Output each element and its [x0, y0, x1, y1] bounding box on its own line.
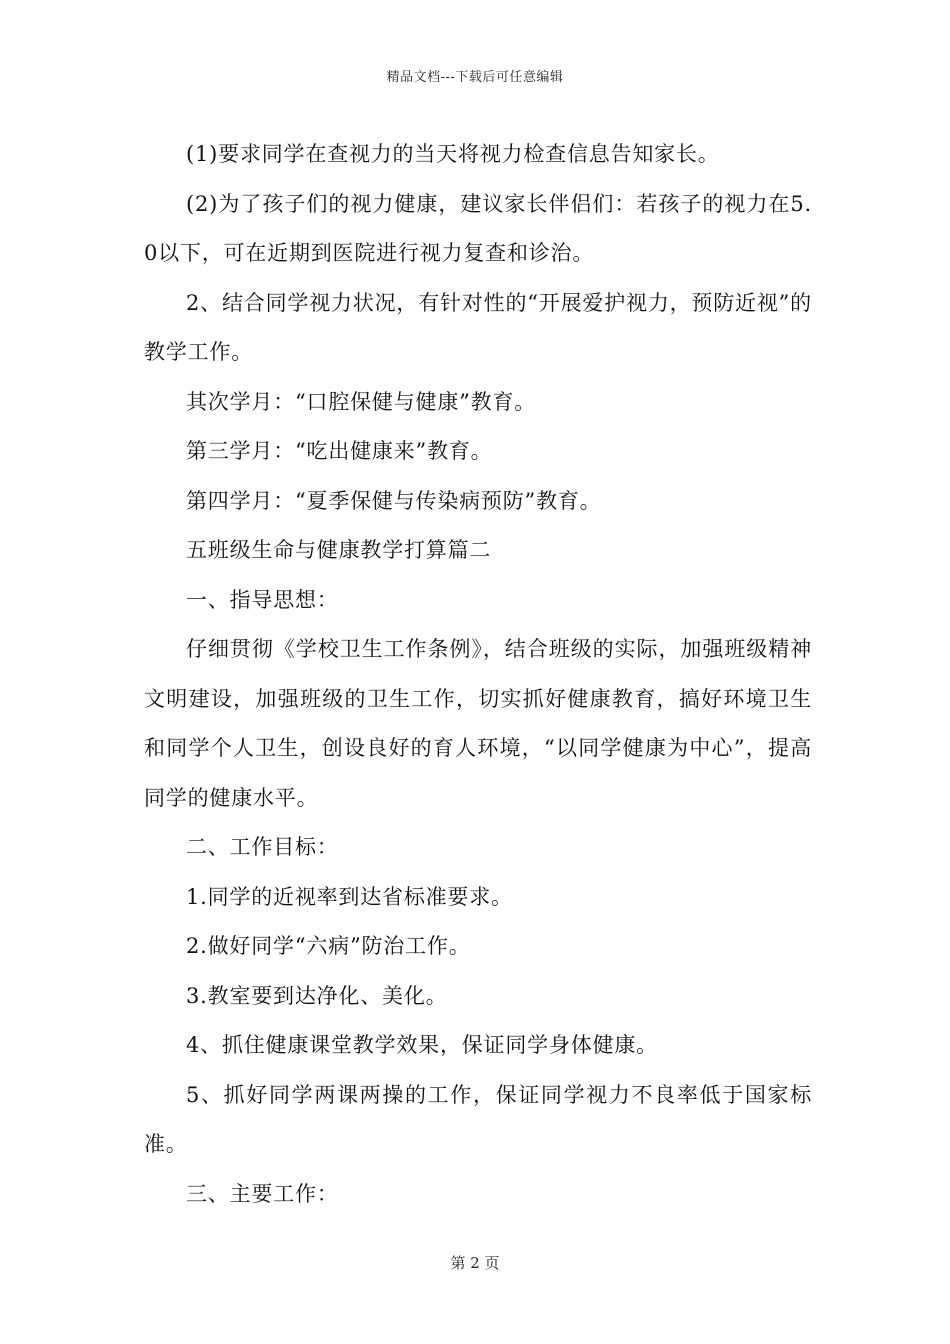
- page-number: 第 2 页: [450, 1254, 500, 1272]
- paragraph: 其次学月：“口腔保健与健康”教育。: [186, 389, 537, 414]
- paragraph: 第四学月：“夏季保健与传染病预防”教育。: [186, 488, 602, 513]
- list-item: 4、抓住健康课堂教学效果，保证同学身体健康。: [186, 1033, 658, 1057]
- list-item: 5、抓好同学两课两操的工作，保证同学视力不良率低于国家标准。: [144, 1082, 812, 1156]
- paragraph: (2)为了孩子们的视力健康，建议家长伴侣们：若孩子的视力在5.0以下，可在近期到医院进行视力复查和诊治。: [144, 191, 812, 265]
- page-header: 精品文档---下载后可任意编辑: [386, 70, 564, 85]
- paragraph: (1)要求同学在查视力的当天将视力检查信息告知家长。: [186, 142, 720, 166]
- section-heading: 二、工作目标：: [186, 835, 339, 859]
- section-title: 五班级生命与健康教学打算篇二: [186, 538, 492, 562]
- document-body: [144, 130, 812, 1219]
- list-item: 2.做好同学“六病”防治工作。: [186, 934, 471, 958]
- paragraph: 第三学月：“吃出健康来”教育。: [186, 439, 493, 463]
- list-item: 3.教室要到达净化、美化。: [186, 983, 448, 1008]
- list-item: 1.同学的近视率到达省标准要求。: [186, 884, 513, 909]
- paragraph: 仔细贯彻《学校卫生工作条例》，结合班级的实际，加强班级精神文明建设，加强班级的卫生工作，切实抓好健康教育，搞好环境卫生和同学个人卫生，创设良好的育人环境，“以同学健康为中心”，提高同学的健康水平。: [144, 637, 812, 810]
- section-heading: 一、指导思想：: [186, 587, 339, 612]
- section-heading: 三、主要工作：: [186, 1181, 339, 1206]
- paragraph: 2、结合同学视力状况，有针对性的“开展爱护视力，预防近视”的教学工作。: [144, 290, 812, 364]
